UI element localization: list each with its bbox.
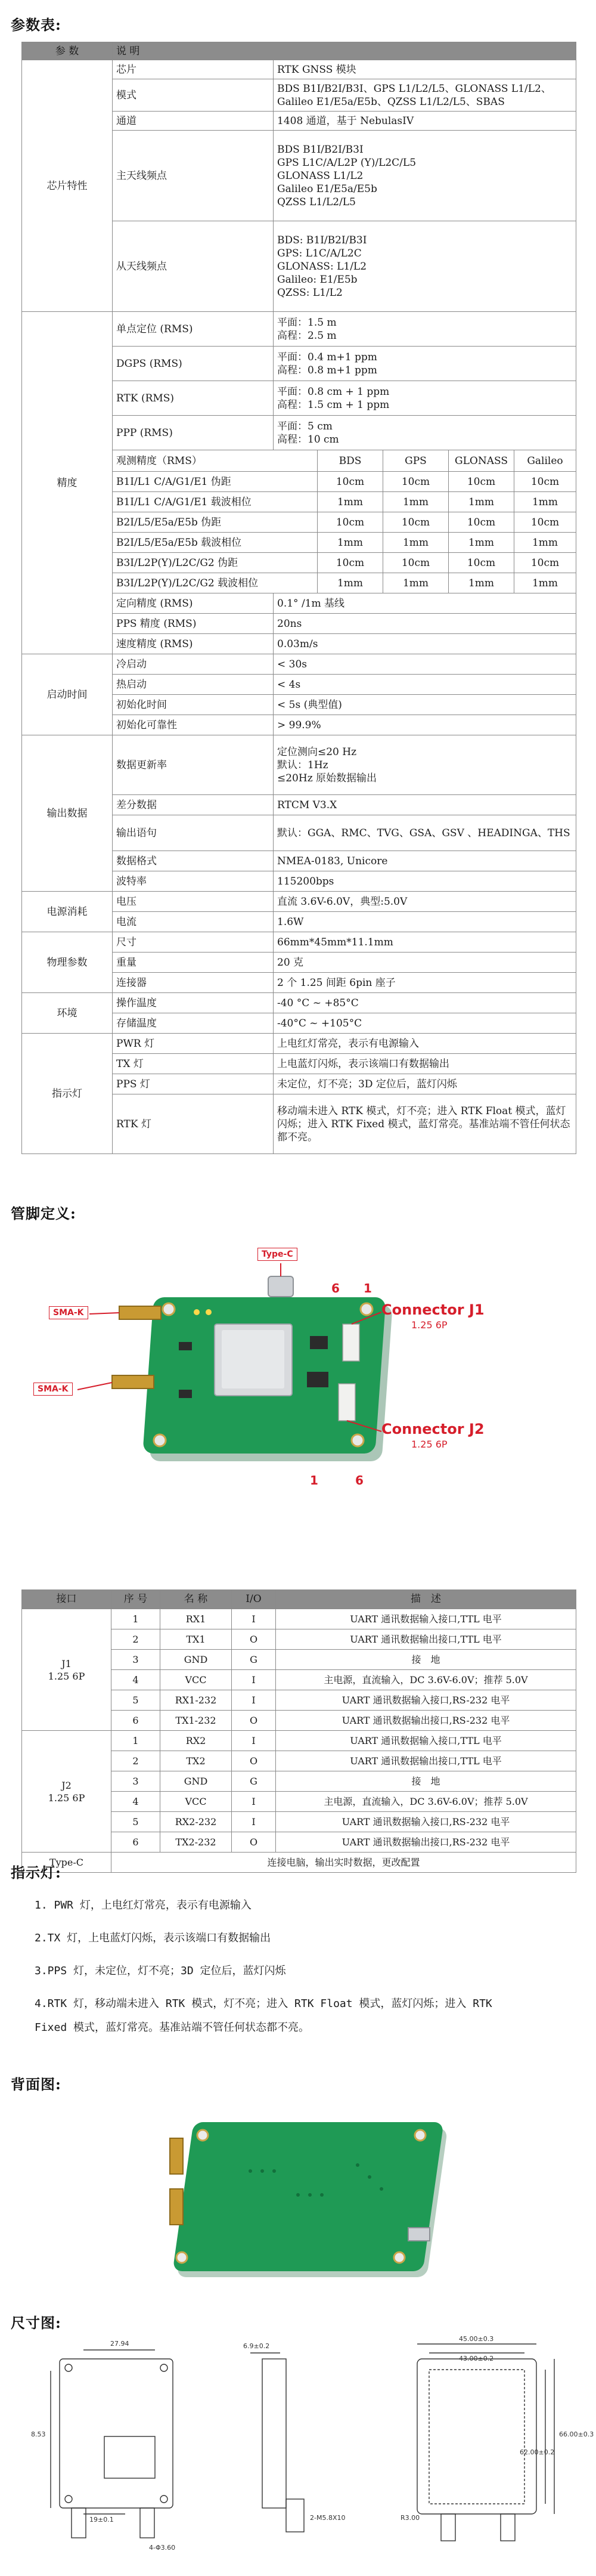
row-label: 通道 [113, 112, 274, 131]
num-label: 1 [310, 1473, 318, 1488]
dim-label: 27.94 [110, 2340, 129, 2348]
lamp-line: 4.RTK 灯，移动端未进入 RTK 模式，灯不亮；进入 RTK Float 模式，蓝灯闪烁；进入 RTK [35, 1997, 492, 2010]
pin-desc: 主电源，直流输入，DC 3.6V-6.0V；推荐 5.0V [276, 1670, 576, 1690]
spec-table [21, 42, 576, 1154]
cell-glonass: 10cm [449, 553, 514, 573]
pin-iface-j2: J2 1.25 6P [22, 1731, 111, 1853]
category-startup: 启动时间 [22, 654, 113, 735]
row-value: -40°C ~ +105°C [274, 1013, 576, 1034]
pin-desc: 主电源，直流输入，DC 3.6V-6.0V；推荐 5.0V [276, 1792, 576, 1812]
pin-io: O [232, 1751, 276, 1771]
row-value: 1408 通道，基于 NebulasIV [274, 112, 576, 131]
category-env: 环境 [22, 993, 113, 1034]
row-value: RTCM V3.X [274, 795, 576, 815]
num-label: 6 [355, 1473, 364, 1488]
row-label: 速度精度 (RMS) [113, 634, 274, 654]
row-label: 连接器 [113, 973, 274, 993]
sma-connector [170, 2189, 183, 2225]
pin-name: RX1-232 [160, 1690, 232, 1711]
row-label: PPS 精度 (RMS) [113, 614, 274, 634]
pin-no: 2 [111, 1629, 160, 1650]
row-label: 存储温度 [113, 1013, 274, 1034]
row-label: B3I/L2P(Y)/L2C/G2 载波相位 [113, 573, 318, 593]
j2-title: Connector J2 [381, 1421, 485, 1437]
pin-name: GND [160, 1771, 232, 1792]
row-value: 上电红灯常亮，表示有电源输入 [274, 1034, 576, 1054]
table-row [22, 1034, 576, 1054]
row-value: 20ns [274, 614, 576, 634]
row-label: TX 灯 [113, 1054, 274, 1074]
pin-io: I [232, 1731, 276, 1751]
back-heading: 背面图: [11, 2076, 61, 2093]
row-value: 平面：0.8 cm + 1 ppm 高程：1.5 cm + 1 ppm [274, 381, 576, 416]
pin-no: 4 [111, 1792, 160, 1812]
back-pcb [173, 2122, 444, 2271]
cell-glonass: 10cm [449, 512, 514, 533]
row-label: 热启动 [113, 675, 274, 695]
obs-header-label: 观测精度（RMS） [113, 450, 318, 472]
row-value: BDS: B1I/B2I/B3I GPS: L1C/A/L2C GLONASS: L1/L2 Galileo: E1/E5b QZSS: L1/L2 [274, 221, 576, 312]
pin-name: VCC [160, 1670, 232, 1690]
cell-bds: 10cm [318, 553, 383, 573]
row-label: 单点定位 (RMS) [113, 312, 274, 347]
row-value: 未定位，灯不亮；3D 定位后，蓝灯闪烁 [274, 1074, 576, 1094]
row-label: PPS 灯 [113, 1074, 274, 1094]
cell-glonass: 1mm [449, 492, 514, 512]
pin-no: 5 [111, 1812, 160, 1832]
row-label: 数据格式 [113, 851, 274, 871]
table-row [22, 993, 576, 1013]
typec-label: Type-C [257, 1248, 297, 1261]
pin-name: RX2 [160, 1731, 232, 1751]
row-value: 移动端未进入 RTK 模式，灯不亮；进入 RTK Float 模式，蓝灯闪烁；进入 RTK Fixed 模式，蓝灯常亮。基准站端不管任何状态都不亮。 [274, 1094, 576, 1154]
cell-gps: 10cm [383, 512, 449, 533]
row-label: PWR 灯 [113, 1034, 274, 1054]
pin-table [21, 1589, 576, 1873]
pin-io: O [232, 1832, 276, 1853]
row-label: B1I/L1 C/A/G1/E1 载波相位 [113, 492, 318, 512]
pin-name: VCC [160, 1792, 232, 1812]
mount-hole [352, 1434, 364, 1446]
category-physical: 物理参数 [22, 932, 113, 993]
num-label: 6 [331, 1281, 340, 1295]
cell-galileo: 1mm [514, 573, 576, 593]
row-label: B3I/L2P(Y)/L2C/G2 伪距 [113, 553, 318, 573]
chip-component [307, 1372, 328, 1387]
pin-no: 2 [111, 1751, 160, 1771]
row-value: < 5s (典型值) [274, 695, 576, 715]
row-label: DGPS (RMS) [113, 347, 274, 381]
row-value: 上电蓝灯闪烁，表示该端口有数据输出 [274, 1054, 576, 1074]
pin-name: RX1 [160, 1609, 232, 1629]
row-value: 1.6W [274, 912, 576, 932]
pin-name: TX1-232 [160, 1711, 232, 1731]
row-label: 初始化可靠性 [113, 715, 274, 735]
obs-header-galileo: Galileo [514, 450, 576, 472]
row-value: 定位测向≤20 Hz 默认：1Hz ≤20Hz 原始数据输出 [274, 735, 576, 795]
lamp-line: 3.PPS 灯，未定位，灯不亮；3D 定位后，蓝灯闪烁 [35, 1965, 286, 1977]
pin-header-name: 名 称 [160, 1590, 232, 1609]
front-module [104, 2436, 155, 2478]
table-row [22, 735, 576, 795]
row-label: 重量 [113, 953, 274, 973]
chip-component [310, 1336, 328, 1349]
pin-io: I [232, 1609, 276, 1629]
pin-desc: UART 通讯数据输入接口,RS-232 电平 [276, 1690, 576, 1711]
gnss-module-shield [222, 1330, 284, 1388]
sma-connector-top [119, 1306, 161, 1319]
cell-galileo: 10cm [514, 553, 576, 573]
dim-label: 43.00±0.2 [459, 2355, 494, 2362]
table-row [22, 60, 576, 79]
mount-hole [415, 2130, 426, 2141]
table-row [22, 1609, 576, 1629]
mount-hole [176, 2252, 187, 2263]
dim-label: 6.9±0.2 [243, 2342, 270, 2350]
hole [65, 2364, 72, 2371]
pin-no: 5 [111, 1690, 160, 1711]
dim-label: 66.00±0.3 [559, 2430, 594, 2438]
pin-io: O [232, 1629, 276, 1650]
cell-gps: 10cm [383, 472, 449, 492]
row-label: B2I/L5/E5a/E5b 伪距 [113, 512, 318, 533]
spec-header-desc: 说 明 [113, 42, 576, 60]
pin-io: G [232, 1771, 276, 1792]
table-row [22, 932, 576, 953]
category-output: 输出数据 [22, 735, 113, 892]
lamp-line: 1. PWR 灯，上电红灯常亮，表示有电源输入 [35, 1899, 252, 1912]
sma-bottom-callout-line [77, 1383, 112, 1390]
pin-header-row [22, 1590, 576, 1609]
row-label: 冷启动 [113, 654, 274, 675]
row-value: 2 个 1.25 间距 6pin 座子 [274, 973, 576, 993]
pin-desc: UART 通讯数据输出接口,TTL 电平 [276, 1629, 576, 1650]
mount-hole [394, 2252, 405, 2263]
dims-svg [0, 2335, 596, 2574]
pin-no: 1 [111, 1609, 160, 1629]
lamp-line: 2.TX 灯，上电蓝灯闪烁，表示该端口有数据输出 [35, 1932, 271, 1944]
row-label: RTK 灯 [113, 1094, 274, 1154]
row-label: 电压 [113, 892, 274, 912]
row-label: PPP (RMS) [113, 416, 274, 450]
back-svg [0, 2099, 596, 2296]
row-label: B2I/L5/E5a/E5b 载波相位 [113, 533, 318, 553]
dim-label: 2-M5.8X10 [310, 2514, 346, 2522]
row-label: B1I/L1 C/A/G1/E1 伪距 [113, 472, 318, 492]
obs-header-bds: BDS [318, 450, 383, 472]
dim-label: 8.53 [31, 2430, 46, 2438]
sma-connector-bottom [112, 1375, 154, 1388]
pin-name: TX2-232 [160, 1832, 232, 1853]
row-label: 数据更新率 [113, 735, 274, 795]
table-row [22, 312, 576, 347]
mount-hole [154, 1434, 166, 1446]
row-value: < 4s [274, 675, 576, 695]
dim-label: 62.00±0.2 [520, 2448, 555, 2456]
row-label: 模式 [113, 79, 274, 112]
row-label: 操作温度 [113, 993, 274, 1013]
row-value: 默认：GGA、RMC、TVG、GSA、GSV 、HEADINGA、THS [274, 815, 576, 851]
row-value: < 30s [274, 654, 576, 675]
cell-glonass: 1mm [449, 533, 514, 553]
cell-galileo: 10cm [514, 472, 576, 492]
pin-header-io: I/O [232, 1590, 276, 1609]
table-row [22, 892, 576, 912]
category-accuracy: 精度 [22, 312, 113, 654]
cell-bds: 1mm [318, 492, 383, 512]
sma-top-callout-line [89, 1313, 119, 1314]
row-value: 0.1° /1m 基线 [274, 593, 576, 614]
cell-gps: 10cm [383, 553, 449, 573]
num-label: 1 [364, 1281, 372, 1295]
cell-glonass: 1mm [449, 573, 514, 593]
pin-io: O [232, 1711, 276, 1731]
pin-io: I [232, 1792, 276, 1812]
row-label: 尺寸 [113, 932, 274, 953]
pin-header-desc: 描 述 [276, 1590, 576, 1609]
pin-desc: 接 地 [276, 1771, 576, 1792]
pin-desc: UART 通讯数据输出接口,RS-232 电平 [276, 1832, 576, 1853]
j1-title: Connector J1 [381, 1301, 485, 1318]
back-view [0, 2099, 596, 2296]
row-label: 波特率 [113, 871, 274, 892]
cell-bds: 10cm [318, 472, 383, 492]
params-heading: 参数表: [11, 16, 61, 33]
pin-name: GND [160, 1650, 232, 1670]
category-led: 指示灯 [22, 1034, 113, 1154]
chip-component [179, 1342, 192, 1350]
cell-glonass: 10cm [449, 472, 514, 492]
row-label: 差分数据 [113, 795, 274, 815]
pin-header-iface: 接口 [22, 1590, 111, 1609]
row-value: BDS B1I/B2I/B3I、GPS L1/L2/L5、GLONASS L1/L2、Galileo E1/E5a/E5b、QZSS L1/L2/L5、SBAS [274, 79, 576, 112]
mount-hole [163, 1303, 175, 1315]
row-value: -40 °C ~ +85°C [274, 993, 576, 1013]
row-value: > 99.9% [274, 715, 576, 735]
cell-galileo: 1mm [514, 533, 576, 553]
row-value: 20 克 [274, 953, 576, 973]
cell-galileo: 10cm [514, 512, 576, 533]
cell-gps: 1mm [383, 573, 449, 593]
row-value: 0.03m/s [274, 634, 576, 654]
row-value: BDS B1I/B2I/B3I GPS L1C/A/L2P (Y)/L2C/L5 GLONASS L1/L2 Galileo E1/E5a/E5b QZSS L1/L2/L5 [274, 131, 576, 221]
pin-desc: UART 通讯数据输入接口,TTL 电平 [276, 1609, 576, 1629]
pin-no: 4 [111, 1670, 160, 1690]
pin-no: 6 [111, 1832, 160, 1853]
table-row [22, 654, 576, 675]
pin-no: 3 [111, 1771, 160, 1792]
pin-io: G [232, 1650, 276, 1670]
table-row [22, 1731, 576, 1751]
pin-name: TX2 [160, 1751, 232, 1771]
dim-label: 45.00±0.3 [459, 2335, 494, 2343]
side-sma [286, 2499, 304, 2532]
board-svg [0, 1235, 596, 1557]
pin-name: TX1 [160, 1629, 232, 1650]
row-value: 66mm*45mm*11.1mm [274, 932, 576, 953]
j1-subtitle: 1.25 6P [411, 1319, 448, 1331]
back-sma-left [441, 2514, 455, 2541]
led-indicator [206, 1309, 212, 1315]
connector-j2 [339, 1384, 355, 1421]
row-label: 从天线频点 [113, 221, 274, 312]
obs-header-gps: GPS [383, 450, 449, 472]
pin-iface-j1: J1 1.25 6P [22, 1609, 111, 1731]
pin-desc: 接 地 [276, 1650, 576, 1670]
table-row [22, 1853, 576, 1873]
connector-j1 [343, 1324, 359, 1361]
pin-desc: UART 通讯数据输入接口,TTL 电平 [276, 1731, 576, 1751]
hole [65, 2495, 72, 2503]
cell-gps: 1mm [383, 492, 449, 512]
pin-iface-typec: Type-C [22, 1853, 111, 1873]
pin-typec-desc: 连接电脑，输出实时数据，更改配置 [111, 1853, 576, 1873]
row-value: 直流 3.6V-6.0V，典型:5.0V [274, 892, 576, 912]
typec-connector [408, 2228, 430, 2241]
dim-label: R3.00 [401, 2514, 420, 2522]
category-power: 电源消耗 [22, 892, 113, 932]
dim-label: 4-Φ3.60 [149, 2544, 176, 2552]
back-hole-pattern [429, 2370, 524, 2504]
pin-desc: UART 通讯数据输出接口,TTL 电平 [276, 1751, 576, 1771]
lamp-line: Fixed 模式，蓝灯常亮。基准站端不管任何状态都不亮。 [35, 2021, 310, 2034]
pin-desc: UART 通讯数据输出接口,RS-232 电平 [276, 1711, 576, 1731]
row-value: 平面：0.4 m+1 ppm 高程：0.8 m+1 ppm [274, 347, 576, 381]
hole [160, 2495, 167, 2503]
led-indicator [194, 1309, 200, 1315]
dims-heading: 尺寸图: [11, 2314, 61, 2331]
cell-bds: 1mm [318, 573, 383, 593]
pin-io: I [232, 1670, 276, 1690]
pin-name: RX2-232 [160, 1812, 232, 1832]
cell-gps: 1mm [383, 533, 449, 553]
row-label: RTK (RMS) [113, 381, 274, 416]
lamp-heading: 指示灯: [11, 1864, 61, 1881]
row-value: NMEA-0183, Unicore [274, 851, 576, 871]
pin-desc: UART 通讯数据输入接口,RS-232 电平 [276, 1812, 576, 1832]
board-diagram [0, 1235, 596, 1557]
j2-subtitle: 1.25 6P [411, 1439, 448, 1450]
row-label: 主天线频点 [113, 131, 274, 221]
side-outline [262, 2359, 286, 2508]
cell-bds: 1mm [318, 533, 383, 553]
row-value: 115200bps [274, 871, 576, 892]
spec-header-row [22, 42, 576, 60]
back-outline [417, 2359, 536, 2514]
row-value: 平面：1.5 m 高程：2.5 m [274, 312, 576, 347]
obs-header-glonass: GLONASS [449, 450, 514, 472]
pin-header-no: 序 号 [111, 1590, 160, 1609]
front-outline [60, 2359, 173, 2508]
row-label: 定向精度 (RMS) [113, 593, 274, 614]
spec-header-param: 参 数 [22, 42, 113, 60]
row-value: 平面：5 cm 高程：10 cm [274, 416, 576, 450]
pinout-heading: 管脚定义: [11, 1205, 76, 1222]
pin-no: 1 [111, 1731, 160, 1751]
front-sma-left [72, 2508, 86, 2538]
row-label: 输出语句 [113, 815, 274, 851]
chip-component [179, 1390, 192, 1398]
category-chip: 芯片特性 [22, 60, 113, 312]
sma-connector [170, 2138, 183, 2174]
pin-no: 3 [111, 1650, 160, 1670]
front-sma-right [140, 2508, 154, 2538]
row-label: 电流 [113, 912, 274, 932]
mount-hole [361, 1303, 372, 1315]
cell-bds: 10cm [318, 512, 383, 533]
pin-io: I [232, 1690, 276, 1711]
pin-no: 6 [111, 1711, 160, 1731]
row-value: RTK GNSS 模块 [274, 60, 576, 79]
sma-bottom-label: SMA-K [33, 1383, 73, 1396]
dim-label: 19±0.1 [89, 2516, 114, 2524]
back-sma-right [501, 2514, 515, 2541]
pin-io: I [232, 1812, 276, 1832]
cell-galileo: 1mm [514, 492, 576, 512]
typec-connector [268, 1276, 293, 1297]
mount-hole [197, 2130, 208, 2141]
dims-drawing [0, 2335, 596, 2574]
row-label: 初始化时间 [113, 695, 274, 715]
row-label: 芯片 [113, 60, 274, 79]
hole [160, 2364, 167, 2371]
sma-top-label: SMA-K [49, 1306, 88, 1319]
